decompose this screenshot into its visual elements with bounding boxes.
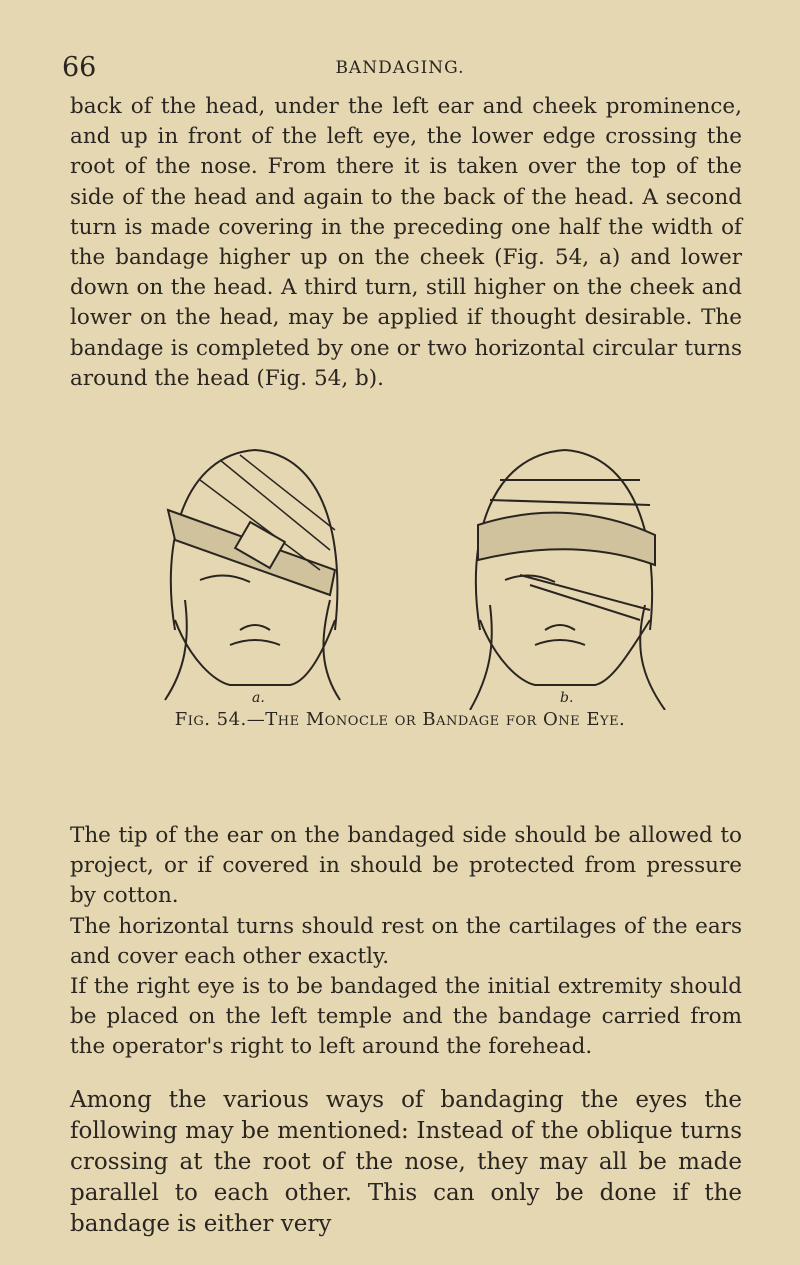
body-text — [70, 821, 742, 1240]
paragraph: The tip of the ear on the bandaged side should be allowed to project, or if covered in should be protected from pressure by cotton. — [70, 823, 742, 909]
figure-label-a: a. — [252, 690, 265, 706]
head-a — [165, 450, 340, 700]
paragraph: back of the head, under the left ear and cheek prominence, and up in front of the left eye, the lower edge crossing the root of the nose. From there it is taken over the top of the side of the head and again to the back of the head. A second turn is made covering in the preceding one half the width of the bandage higher up on the cheek (Fig. 54, a) and lower down on the head. A third turn, still higher on the cheek and lower on the head, may be applied if thought desirable. The bandage is completed by one or two horizontal circular turns around the head (Fig. 54, b). — [70, 94, 742, 391]
figure-caption: Fig. 54.—The Monocle or Bandage for One Eye. — [174, 709, 626, 730]
paragraph: Among the various ways of bandaging the eyes the following may be mentioned: Instead of the oblique turns crossing at the root of the nose, they may all be made parallel to each other. This can only be done if the bandage is either very — [70, 1086, 742, 1237]
figure-54-illustration — [0, 420, 800, 710]
figure-label-b: b. — [560, 690, 574, 706]
running-title: BANDAGING. — [335, 58, 465, 78]
page-number: 66 — [62, 52, 97, 83]
paragraph-group — [70, 821, 742, 1063]
paragraph: If the right eye is to be bandaged the initial extremity should be placed on the left temple and the bandage carried from the operator's right to left around the forehead. — [70, 974, 742, 1060]
running-header — [62, 52, 738, 82]
head-b — [470, 450, 665, 710]
paragraph: The horizontal turns should rest on the cartilages of the ears and cover each other exactly. — [70, 913, 742, 969]
